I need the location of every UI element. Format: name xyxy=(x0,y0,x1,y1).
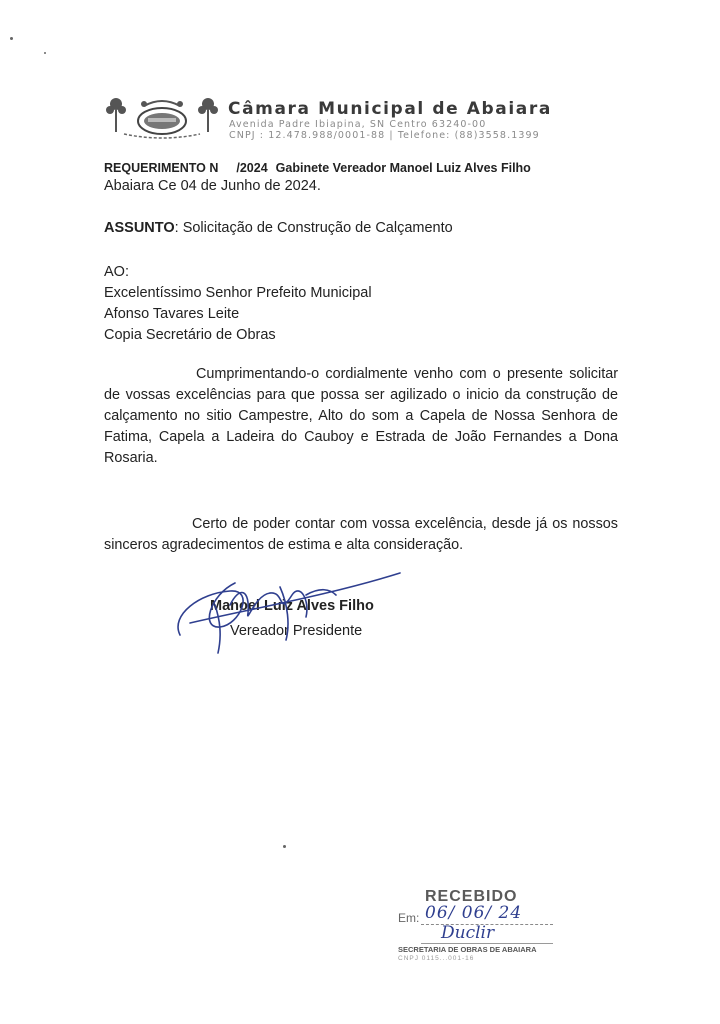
subject-label: ASSUNTO xyxy=(104,220,175,236)
recipient-name: Afonso Tavares Leite xyxy=(104,306,240,322)
request-prefix: REQUERIMENTO N xyxy=(104,161,219,175)
letterhead-contact: CNPJ : 12.478.988/0001-88 | Telefone: (88)3558.1399 xyxy=(229,130,540,141)
subject-line xyxy=(104,220,453,236)
date-line: Abaiara Ce 04 de Junho de 2024. xyxy=(104,178,321,194)
scan-speck xyxy=(283,845,286,848)
body-paragraph-1: Cumprimentando-o cordialmente venho com o presente solicitar de vossas excelências para que possa ser agilizado o inicio da construção de calçamento no sitio Campestre, Alto do som a Capela de Nossa Senhora de Fatima, Capela a Ladeira do Cauboy e Estrada de João Fernandes a Dona Rosaria. xyxy=(104,366,618,466)
handwritten-signature xyxy=(160,565,410,665)
stamp-date: 06/ 06/ 24 xyxy=(425,903,523,923)
signatory-name: Manoel Luiz Alves Filho xyxy=(210,598,374,614)
stamp-em-label: Em: xyxy=(398,911,420,925)
request-office: Gabinete Vereador Manoel Luiz Alves Filho xyxy=(275,161,531,175)
stamp-code: CNPJ 0115...001-16 xyxy=(398,955,475,962)
stamp-department: SECRETARIA DE OBRAS DE ABAIARA xyxy=(398,945,537,954)
recipient-copy: Copia Secretário de Obras xyxy=(104,327,276,343)
scan-speck xyxy=(10,37,13,40)
chamber-logo xyxy=(104,94,220,140)
letterhead-title: Câmara Municipal de Abaiara xyxy=(228,99,552,119)
signatory-role: Vereador Presidente xyxy=(230,623,363,639)
body-paragraph-2: Certo de poder contar com vossa excelência, desde já os nossos sinceros agradecimentos de estima e alta consideração. xyxy=(104,516,618,553)
letterhead-address: Avenida Padre Ibiapina, SN Centro 63240-00 xyxy=(229,119,487,130)
subject-text: : Solicitação de Construção de Calçamento xyxy=(174,220,453,236)
stamp-divider xyxy=(421,943,553,944)
stamp-title: RECEBIDO xyxy=(425,888,518,905)
request-number: /2024 xyxy=(236,161,268,175)
recipient-label: AO: xyxy=(104,264,129,280)
scan-speck xyxy=(44,52,46,54)
stamp-initials: Duclir xyxy=(441,923,495,943)
recipient-title: Excelentíssimo Senhor Prefeito Municipal xyxy=(104,285,372,301)
received-stamp xyxy=(395,888,565,968)
request-heading xyxy=(104,161,531,175)
